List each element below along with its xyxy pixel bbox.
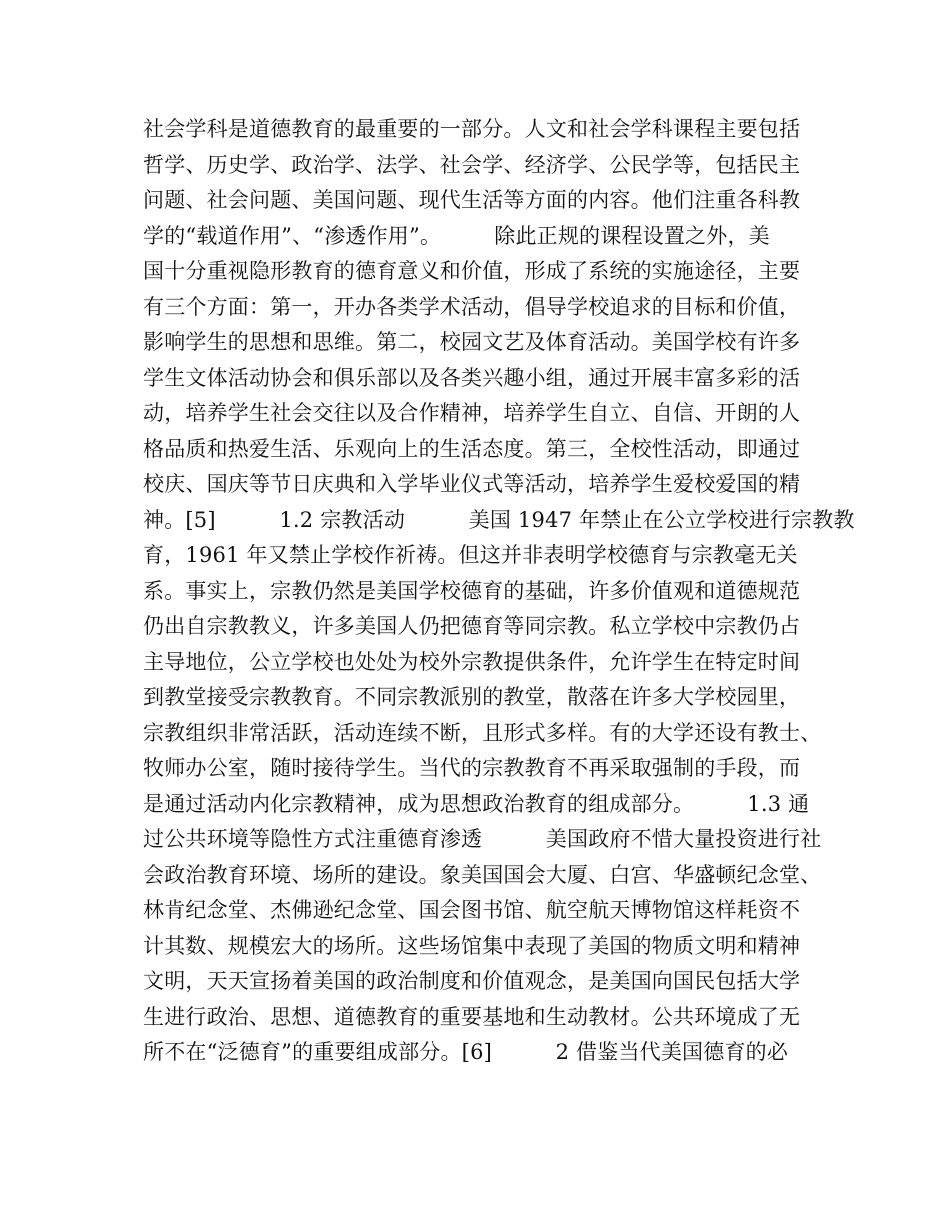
text-line: 林肯纪念堂、杰佛逊纪念堂、国会图书馆、航空航天博物馆这样耗资不 [143,898,801,922]
text-line: 问题、社会问题、美国问题、现代生活等方面的内容。他们注重各科教 [143,188,801,212]
text-line: 是通过活动内化宗教精神，成为思想政治教育的组成部分。 1.3 通 [143,791,810,816]
text-line: 学生文体活动协会和俱乐部以及各类兴趣小组，通过开展丰富多彩的活 [143,365,801,390]
text-line: 校庆、国庆等节日庆典和入学毕业仪式等活动，培养学生爱校爱国的精 [143,472,801,496]
text-line: 学的“载道作用”、“渗透作用”。 除此正规的课程设置之外，美 [143,223,770,248]
text-line: 主导地位，公立学校也处处为校外宗教提供条件，允许学生在特定时间 [143,649,801,674]
text-line: 计其数、规模宏大的场所。这些场馆集中表现了美国的物质文明和精神 [143,933,801,958]
text-line: 会政治教育环境、场所的建设。象美国国会大厦、白宫、华盛顿纪念堂、 [143,862,822,887]
text-line: 哲学、历史学、政治学、法学、社会学、经济学、公民学等，包括民主 [143,152,801,177]
text-line: 宗教组织非常活跃，活动连续不断，且形式多样。有的大学还设有教士、 [143,720,822,745]
text-line: 过公共环境等隐性方式注重德育渗透 美国政府不惜大量投资进行社 [143,827,822,851]
text-line: 动，培养学生社会交往以及合作精神，培养学生自立、自信、开朗的人 [143,401,801,425]
text-line: 有三个方面：第一，开办各类学术活动，倡导学校追求的目标和价值， [143,294,801,319]
text-line: 影响学生的思想和思维。第二，校园文艺及体育活动。美国学校有许多 [143,330,801,354]
text-line: 文明，天天宣扬着美国的政治制度和价值观念，是美国向国民包括大学 [143,969,801,993]
text-line: 所不在“泛德育”的重要组成部分。[6] 2 借鉴当代美国德育的必 [143,1040,789,1064]
text-line: 育，1961 年又禁止学校作祈祷。但这并非表明学校德育与宗教毫无关 [143,543,798,567]
text-line: 仍出自宗教教义，许多美国人仍把德育等同宗教。私立学校中宗教仍占 [143,614,801,638]
text-line: 牧师办公室，随时接待学生。当代的宗教教育不再采取强制的手段，而 [143,756,801,780]
text-line: 系。事实上，宗教仍然是美国学校德育的基础，许多价值观和道德规范 [143,578,801,603]
text-line: 社会学科是道德教育的最重要的一部分。人文和社会学科课程主要包括 [143,117,801,141]
text-line: 国十分重视隐形教育的德育意义和价值，形成了系统的实施途径，主要 [143,259,801,283]
text-line: 神。[5] 1.2 宗教活动 美国 1947 年禁止在公立学校进行宗教教 [143,507,855,532]
text-line: 到教堂接受宗教教育。不同宗教派别的教堂，散落在许多大学校园里， [143,685,801,709]
text-line: 生进行政治、思想、道德教育的重要基地和生动教材。公共环境成了无 [143,1004,801,1029]
text-line: 格品质和热爱生活、乐观向上的生活态度。第三，全校性活动，即通过 [143,436,801,461]
body-text [143,112,855,1071]
